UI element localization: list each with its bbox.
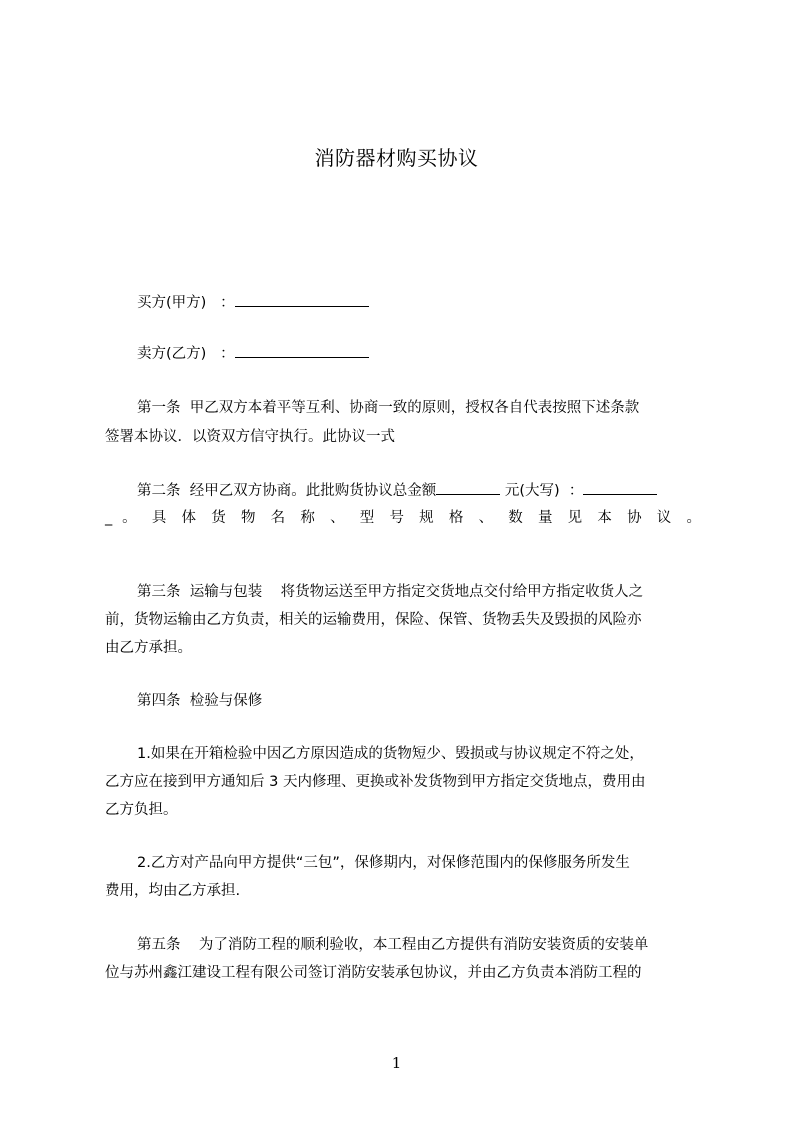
buyer-blank [235,292,369,307]
page-number: 1 [391,1054,402,1072]
amount-blank [436,480,500,495]
article-2-text-b: 元(大写) ： [500,483,584,499]
article-1-line-1: 第一条 甲乙双方本着平等互利、协商一致的原则，授权各自代表按照下述条款 [137,400,640,416]
article-4-item-2-line-1: 2.乙方对产品向甲方提供“三包”，保修期内，对保修范围内的保修服务所发生 [137,855,630,871]
article-5-line-1: 第五条 为了消防工程的顺利验收，本工程由乙方提供有消防安装资质的安装单 [137,937,649,953]
article-4-item-1-line-2: 乙方应在接到甲方通知后 3 天内修理、更换或补发货物到甲方指定交货地点，费用由 [105,774,646,790]
seller-line [137,338,701,370]
amount-words-blank [583,480,657,495]
article-1-line-2: 签署本协议．以资双方信守执行。此协议一式 [105,429,395,445]
article-4-item-1-line-3: 乙方负担。 [105,802,178,818]
article-4-item-2-line-2: 费用，均由乙方承担. [105,883,241,899]
seller-blank [235,343,369,358]
buyer-label: 买方(甲方) ： [137,295,235,311]
article-4-item-1-line-1: 1.如果在开箱检验中因乙方原因造成的货物短少、毁损或与协议规定不符之处， [137,746,644,762]
article-4-heading: 第四条 检验与保修 [137,693,263,709]
article-2-line-2: _ 。 具 体 货 物 名 称 、 型 号 规 格 、 数 量 见 本 协 议 。 [105,510,701,526]
article-3-line-1: 第三条 运输与包装 将货物运送至甲方指定交货地点交付给甲方指定收货人之 [137,584,644,600]
seller-label: 卖方(乙方) ： [137,346,235,362]
buyer-line [137,287,701,319]
article-3-line-3: 由乙方承担。 [105,640,192,656]
article-2-text-a: 第二条 经甲乙双方协商。此批购货协议总金额 [137,483,437,499]
article-5-line-2: 位与苏州鑫江建设工程有限公司签订消防安装承包协议，并由乙方负责本消防工程的 [105,965,642,981]
page-title: 消防器材购买协议 [314,146,479,170]
article-3-line-2: 前，货物运输由乙方负责，相关的运输费用，保险、保管、货物丢失及毁损的风险亦 [105,612,642,628]
